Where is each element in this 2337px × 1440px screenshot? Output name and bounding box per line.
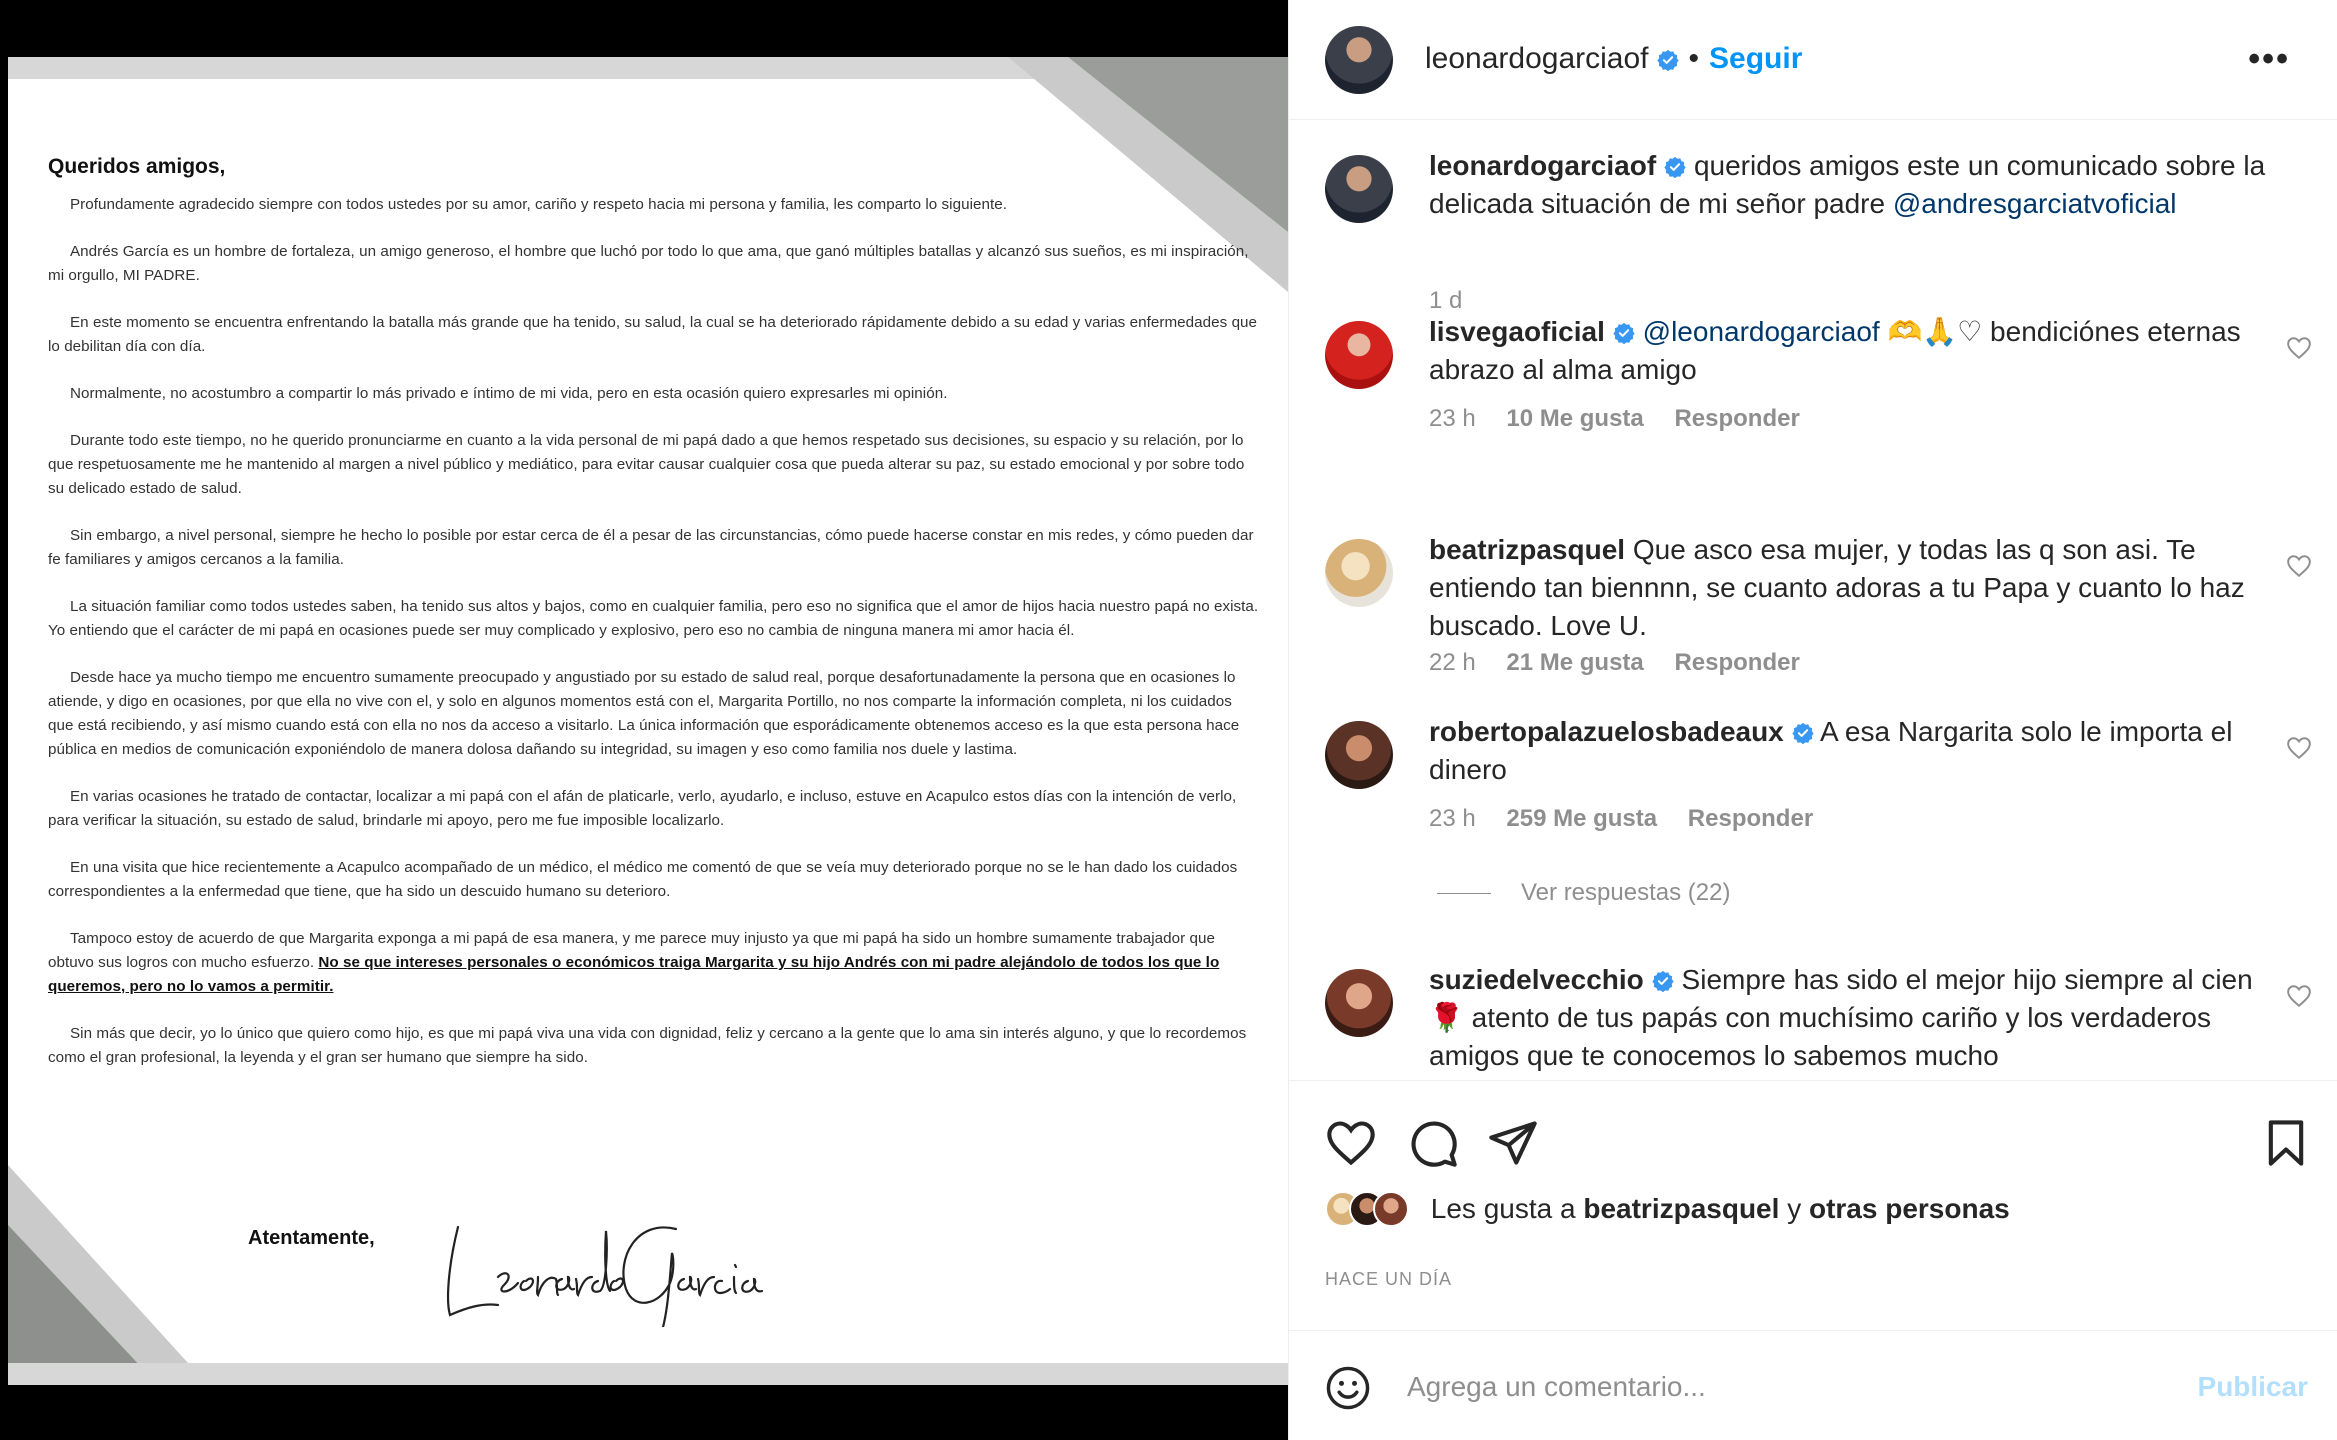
letter-paragraph: Normalmente, no acostumbro a compartir lo más privado e íntimo de mi vida, pero en esta ocasión quiero expresarles mi opinión. [70, 385, 948, 402]
comment-meta [1429, 805, 1837, 833]
comment-body: Siempre has sido el mejor hijo siempre al cien [1681, 964, 2253, 995]
letter-paragraph: Sin más que decir, yo lo único que quiero como hijo, es que mi papá viva una vida con dignidad, feliz y cercano a la gente que lo ama sin interés alguno, y que lo recordemos como el gran profesional, la leyenda y el gran ser humano que siempre ha sido. [48, 1025, 1247, 1066]
comment-body: Que asco esa mujer, y todas las q son asi. Te entiendo tan biennnn, se cuanto adoras a tu Papa y cuanto lo haz buscado. Love U. [1429, 534, 2245, 641]
likes-joiner: y [1787, 1193, 1802, 1224]
reply-button[interactable]: Responder [1674, 649, 1800, 676]
avatar[interactable] [1325, 26, 1393, 94]
caption-time: 1 d [1429, 287, 1463, 314]
avatar[interactable] [1325, 721, 1393, 789]
follow-button[interactable]: Seguir [1709, 42, 1803, 75]
likes-prefix: Les gusta a [1430, 1193, 1576, 1224]
letter-paragraph: La situación familiar como todos ustedes saben, ha tenido sus altos y bajos, como en cualquier familia, pero eso no significa que el amor de hijos hacia nuestro papá no exista. Yo entiendo que el carácter de mi papá en ocasiones puede ser muy complicado y explosivo, pero eso no cambia de ninguna manera mi amor hacia él. [48, 598, 1259, 639]
verified-icon [1657, 49, 1679, 71]
comment-body: atento de tus papás con muchísimo cariño y los verdaderos amigos que te conocemos lo sabemos mucho [1429, 1002, 2211, 1071]
letter-paragraph: Desde hace ya mucho tiempo me encuentro sumamente preocupado y angustiado por su estado de salud real, porque desafortunadamente la persona que en ocasiones lo atiende, y digo en ocasiones, por que ella no vive con el, y solo en algunos momentos está con el, Margarita Portillo, no nos comparte la información completa, ni los cuidados que está recibiendo, y así mismo cuando está con ella no nos da acceso a visitarlo. La única información que esporádicamente obtenemos acceso es la que esta persona hace pública en medios de comunicación exponiéndolo de manera dolosa dañando su integridad, su imagen y eso como familia nos duele y lastima. [48, 669, 1240, 758]
comment-mention-link[interactable]: @leonardogarciaof [1642, 316, 1880, 347]
comment-emoji: 🌹 [1429, 1002, 1464, 1033]
verified-icon [1664, 156, 1686, 178]
post-header [1289, 0, 2337, 120]
replies-divider [1437, 893, 1491, 894]
caption-username[interactable]: leonardogarciaof [1429, 150, 1657, 181]
likes-text [1431, 1193, 2010, 1224]
comment-body: bendiciónes eternas abrazo al alma amigo [1429, 316, 2241, 385]
heart-icon[interactable] [1325, 1117, 1377, 1169]
share-icon[interactable] [1487, 1117, 1539, 1169]
post-timestamp: HACE UN DÍA [1325, 1269, 1453, 1289]
more-icon[interactable]: ••• [2248, 40, 2290, 78]
handwritten-signature [438, 1207, 768, 1327]
avatar[interactable] [1325, 155, 1393, 223]
post-actions [1289, 1080, 2337, 1330]
publish-button[interactable]: Publicar [2197, 1371, 2308, 1402]
comment-time: 22 h [1429, 649, 1476, 676]
avatar[interactable] [1325, 969, 1393, 1037]
likes-user-link[interactable]: beatrizpasquel [1583, 1193, 1780, 1224]
view-replies-button[interactable] [1437, 879, 1730, 907]
comment-text [1429, 961, 2269, 1075]
comment-username[interactable]: suziedelvecchio [1429, 964, 1644, 995]
emoji-icon[interactable] [1325, 1365, 1371, 1411]
comment-input[interactable] [1407, 1359, 2167, 1415]
caption-body: queridos amigos este un comunicado sobre la delicada situación de mi señor padre [1429, 150, 2266, 219]
heart-icon[interactable] [2286, 983, 2312, 1009]
avatar[interactable] [1373, 1191, 1409, 1227]
header-user-row [1425, 42, 1802, 76]
comment-text [1429, 531, 2269, 645]
likes-others-link[interactable]: otras personas [1808, 1193, 2010, 1224]
letter-emphasis: No se que intereses personales o económicos traiga Margarita y su hijo Andrés con mi padre alejándolo de todos los que lo queremos, pero no lo vamos a permitir. [48, 954, 1220, 995]
comment-username[interactable]: lisvegaoficial [1429, 316, 1605, 347]
reply-button[interactable]: Responder [1687, 805, 1814, 832]
bookmark-icon[interactable] [2260, 1117, 2312, 1169]
comment-username[interactable]: robertopalazuelosbadeaux [1429, 716, 1784, 747]
letter-document [8, 57, 1288, 1385]
comment-username[interactable]: beatrizpasquel [1429, 534, 1626, 565]
reply-button[interactable]: Responder [1674, 405, 1800, 432]
avatar[interactable] [1325, 539, 1393, 607]
comment-meta [1429, 405, 1824, 433]
comment-time: 23 h [1429, 805, 1476, 832]
letter-greeting: Queridos amigos, [48, 155, 226, 178]
letter-body [48, 155, 1260, 1093]
comment-box [1289, 1330, 2337, 1440]
comment-likes[interactable]: 259 Me gusta [1506, 805, 1658, 832]
likes-summary [1325, 1191, 2010, 1227]
letter-paragraph: En varias ocasiones he tratado de contactar, localizar a mi papá con el afán de platicarle, verlo, ayudarlo, e incluso, estuve en Acapulco estos días con la intención de verlo, para verificar la situación, su estado de salud, brindarle mi apoyo, pero me fue imposible localizarlo. [48, 788, 1237, 829]
header-username[interactable]: leonardogarciaof [1425, 42, 1649, 75]
comment-text [1429, 713, 2269, 789]
separator-dot: • [1688, 42, 1700, 75]
letter-paragraph: En una visita que hice recientemente a Acapulco acompañado de un médico, el médico me comentó de que se veía muy deteriorado porque no se le han dado los cuidados correspondientes a la enfermedad que tiene, que ha sido un descuido humano su deterioro. [48, 859, 1238, 900]
comment-meta [1429, 649, 1824, 677]
comment-likes[interactable]: 10 Me gusta [1506, 405, 1644, 432]
letter-stripe-bottom [8, 1363, 1288, 1385]
letter-paragraph [48, 927, 1260, 999]
comment-likes[interactable]: 21 Me gusta [1506, 649, 1644, 676]
verified-icon [1652, 970, 1674, 992]
comment-text [1429, 313, 2269, 389]
letter-paragraph: Profundamente agradecido siempre con todos ustedes por su amor, cariño y respeto hacia mi persona y familia, les comparto lo siguiente. [70, 196, 1008, 213]
heart-icon[interactable] [2286, 335, 2312, 361]
verified-icon [1613, 322, 1635, 344]
letter-paragraph: Sin embargo, a nivel personal, siempre he hecho lo posible por estar cerca de él a pesar de las circunstancias, cómo puede hacerse constar en mis redes, y cómo pueden dar fe familiares y amigos cercanos a la familia. [48, 527, 1254, 568]
post-sidebar [1288, 0, 2337, 1440]
view-replies-label: Ver respuestas (22) [1521, 879, 1731, 906]
letter-paragraph: Durante todo este tiempo, no he querido pronunciarme en cuanto a la vida personal de mi papá dado a que hemos respetado sus decisiones, su espacio y su relación, por lo que respetuosamente me he mantenido al margen a nivel público y mediático, para evitar causar cualquier cosa que pueda alterar su paz, su estado emocional y por sobre todo su delicado estado de salud. [48, 432, 1245, 497]
comment-icon[interactable] [1407, 1117, 1459, 1169]
heart-icon[interactable] [2286, 553, 2312, 579]
heart-icon[interactable] [2286, 735, 2312, 761]
comment-emoji: 🫶🙏♡ [1887, 316, 1983, 347]
letter-signoff: Atentamente, [248, 1227, 375, 1249]
caption-mention-link[interactable]: @andresgarciatvoficial [1892, 188, 2177, 219]
avatar[interactable] [1325, 321, 1393, 389]
comment-time: 23 h [1429, 405, 1476, 432]
letter-paragraph: En este momento se encuentra enfrentando la batalla más grande que ha tenido, su salud, la cual se ha deteriorado rápidamente debido a su edad y varias enfermedades que lo debilitan día con día. [48, 314, 1258, 355]
comment-body: A esa Nargarita solo le importa el dinero [1429, 716, 2233, 785]
corner-decoration [8, 1225, 158, 1385]
comments-list [1289, 121, 2337, 1079]
caption-text [1429, 147, 2299, 223]
letter-paragraph: Andrés García es un hombre de fortaleza, un amigo generoso, el hombre que luchó por todo lo que ama, que ganó múltiples batallas y alcanzó sus sueños, es mi inspiración, mi orgullo, MI PADRE. [48, 243, 1249, 284]
verified-icon [1792, 722, 1814, 744]
letter-text: Tampoco estoy de acuerdo de que Margarita exponga a mi papá de esa manera, y me parece muy injusto ya que mi papá ha sido un hombre sumamente trabajador que obtuvo sus logros con mucho esfuerzo. [48, 930, 1216, 971]
